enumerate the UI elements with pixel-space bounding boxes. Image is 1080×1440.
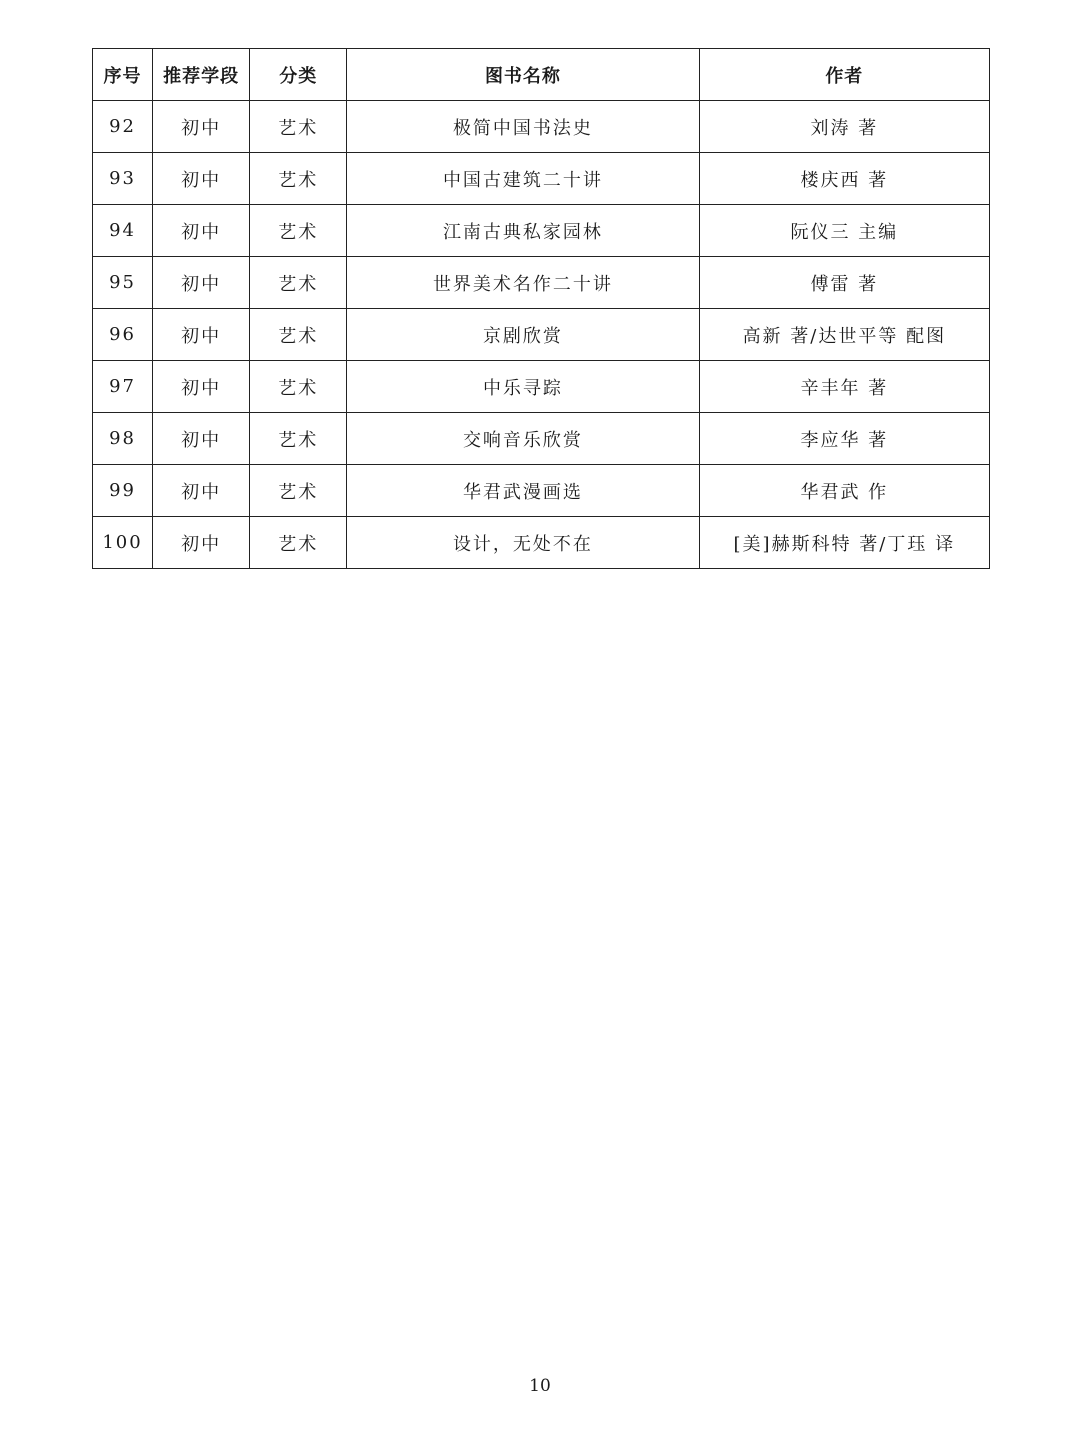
cell-category: 艺术	[250, 257, 347, 309]
cell-no: 96	[93, 309, 153, 361]
cell-title: 华君武漫画选	[347, 465, 699, 517]
cell-title: 世界美术名作二十讲	[347, 257, 699, 309]
cell-stage: 初中	[153, 517, 250, 569]
cell-author: [美]赫斯科特 著/丁珏 译	[699, 517, 989, 569]
cell-no: 92	[93, 101, 153, 153]
cell-no: 97	[93, 361, 153, 413]
table-row	[93, 465, 990, 517]
cell-category: 艺术	[250, 413, 347, 465]
cell-category: 艺术	[250, 205, 347, 257]
cell-stage: 初中	[153, 361, 250, 413]
page-number: 10	[529, 1376, 551, 1396]
header-no: 序号	[93, 49, 153, 101]
table-row	[93, 153, 990, 205]
cell-author: 高新 著/达世平等 配图	[699, 309, 989, 361]
cell-title: 江南古典私家园林	[347, 205, 699, 257]
cell-author: 阮仪三 主编	[699, 205, 989, 257]
table-row	[93, 309, 990, 361]
cell-no: 95	[93, 257, 153, 309]
cell-no: 94	[93, 205, 153, 257]
header-row	[93, 49, 990, 101]
cell-category: 艺术	[250, 465, 347, 517]
cell-stage: 初中	[153, 465, 250, 517]
cell-stage: 初中	[153, 309, 250, 361]
cell-no: 98	[93, 413, 153, 465]
header-stage: 推荐学段	[153, 49, 250, 101]
cell-author: 李应华 著	[699, 413, 989, 465]
table-row	[93, 517, 990, 569]
cell-no: 93	[93, 153, 153, 205]
cell-author: 楼庆西 著	[699, 153, 989, 205]
cell-title: 设计，无处不在	[347, 517, 699, 569]
cell-title: 交响音乐欣赏	[347, 413, 699, 465]
cell-author: 辛丰年 著	[699, 361, 989, 413]
header-title: 图书名称	[347, 49, 699, 101]
cell-author: 华君武 作	[699, 465, 989, 517]
header-category: 分类	[250, 49, 347, 101]
table-header	[93, 49, 990, 101]
table-row	[93, 413, 990, 465]
table-row	[93, 205, 990, 257]
cell-title: 极简中国书法史	[347, 101, 699, 153]
cell-stage: 初中	[153, 205, 250, 257]
cell-category: 艺术	[250, 361, 347, 413]
cell-category: 艺术	[250, 517, 347, 569]
cell-title: 京剧欣赏	[347, 309, 699, 361]
cell-stage: 初中	[153, 413, 250, 465]
cell-title: 中乐寻踪	[347, 361, 699, 413]
header-author: 作者	[699, 49, 989, 101]
table-row	[93, 101, 990, 153]
table-row	[93, 361, 990, 413]
cell-category: 艺术	[250, 101, 347, 153]
cell-category: 艺术	[250, 309, 347, 361]
table-body	[93, 101, 990, 569]
cell-stage: 初中	[153, 101, 250, 153]
cell-no: 100	[93, 517, 153, 569]
cell-author: 傅雷 著	[699, 257, 989, 309]
cell-stage: 初中	[153, 257, 250, 309]
cell-title: 中国古建筑二十讲	[347, 153, 699, 205]
cell-stage: 初中	[153, 153, 250, 205]
cell-no: 99	[93, 465, 153, 517]
book-list-table	[92, 48, 990, 569]
cell-author: 刘涛 著	[699, 101, 989, 153]
table-row	[93, 257, 990, 309]
cell-category: 艺术	[250, 153, 347, 205]
